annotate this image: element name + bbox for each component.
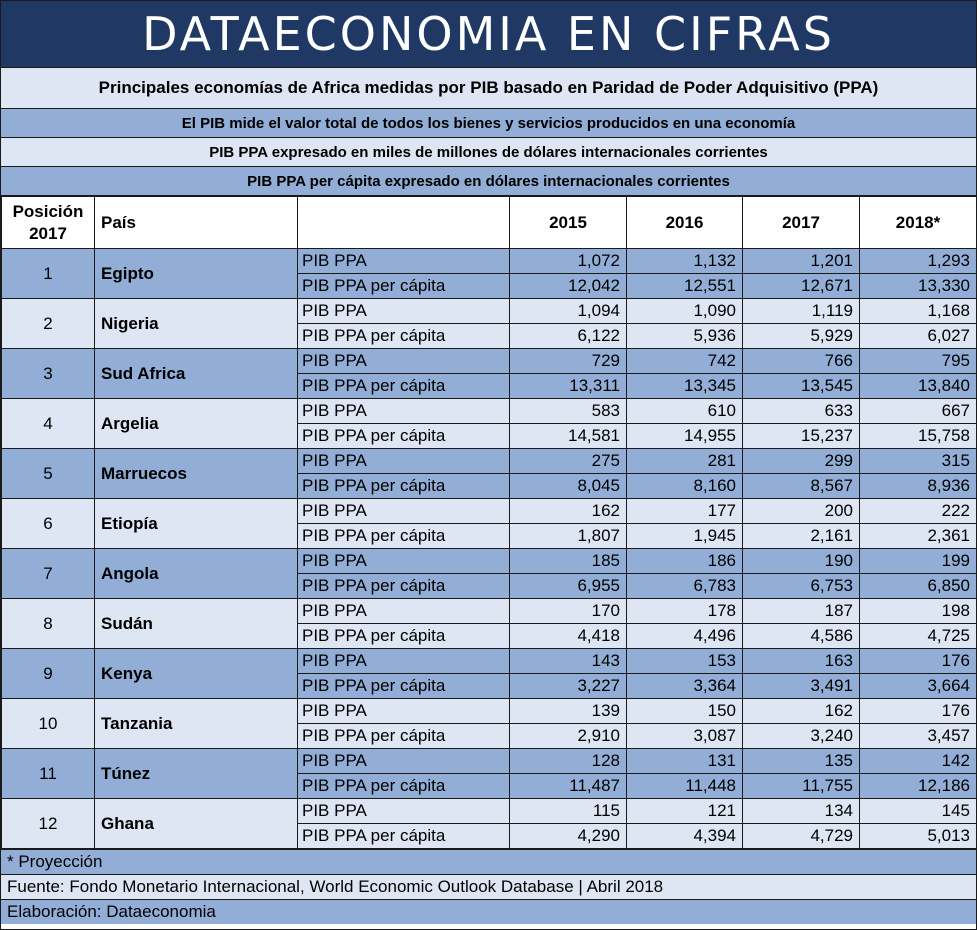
metric-label-cell: PIB PPA per cápita <box>298 474 510 499</box>
header-metric <box>298 197 510 249</box>
metric-label-cell: PIB PPA per cápita <box>298 524 510 549</box>
table-row <box>2 549 977 574</box>
country-cell: Sudán <box>95 599 298 649</box>
value-cell: 14,955 <box>627 424 743 449</box>
country-cell: Kenya <box>95 649 298 699</box>
value-cell: 8,045 <box>510 474 627 499</box>
value-cell: 15,237 <box>743 424 860 449</box>
value-cell: 4,496 <box>627 624 743 649</box>
value-cell: 2,361 <box>860 524 977 549</box>
value-cell: 315 <box>860 449 977 474</box>
value-cell: 667 <box>860 399 977 424</box>
value-cell: 6,753 <box>743 574 860 599</box>
value-cell: 1,132 <box>627 249 743 274</box>
value-cell: 131 <box>627 749 743 774</box>
position-cell: 10 <box>2 699 95 749</box>
position-cell: 2 <box>2 299 95 349</box>
source-note: Fuente: Fondo Monetario Internacional, World Economic Outlook Database | Abril 2018 <box>1 874 976 899</box>
value-cell: 150 <box>627 699 743 724</box>
value-cell: 3,457 <box>860 724 977 749</box>
value-cell: 6,783 <box>627 574 743 599</box>
value-cell: 1,072 <box>510 249 627 274</box>
country-cell: Marruecos <box>95 449 298 499</box>
value-cell: 1,293 <box>860 249 977 274</box>
metric-label-cell: PIB PPA <box>298 399 510 424</box>
table-row <box>2 349 977 374</box>
value-cell: 162 <box>510 499 627 524</box>
metric-label-cell: PIB PPA per cápita <box>298 324 510 349</box>
subtitle-units-per-capita: PIB PPA per cápita expresado en dólares internacionales corrientes <box>1 167 976 196</box>
position-cell: 12 <box>2 799 95 849</box>
value-cell: 4,290 <box>510 824 627 849</box>
table-row <box>2 249 977 274</box>
value-cell: 766 <box>743 349 860 374</box>
header-position-line1: Posición <box>12 201 84 221</box>
header-year: 2017 <box>743 197 860 249</box>
country-cell: Sud Africa <box>95 349 298 399</box>
value-cell: 3,364 <box>627 674 743 699</box>
value-cell: 6,850 <box>860 574 977 599</box>
table-row <box>2 699 977 724</box>
metric-label-cell: PIB PPA <box>298 799 510 824</box>
value-cell: 199 <box>860 549 977 574</box>
country-cell: Argelia <box>95 399 298 449</box>
value-cell: 299 <box>743 449 860 474</box>
value-cell: 633 <box>743 399 860 424</box>
value-cell: 5,929 <box>743 324 860 349</box>
country-cell: Angola <box>95 549 298 599</box>
value-cell: 8,567 <box>743 474 860 499</box>
value-cell: 12,551 <box>627 274 743 299</box>
position-cell: 7 <box>2 549 95 599</box>
metric-label-cell: PIB PPA per cápita <box>298 274 510 299</box>
country-cell: Nigeria <box>95 299 298 349</box>
header-position-line2: 2017 <box>29 223 67 243</box>
metric-label-cell: PIB PPA per cápita <box>298 674 510 699</box>
value-cell: 13,311 <box>510 374 627 399</box>
value-cell: 12,671 <box>743 274 860 299</box>
metric-label-cell: PIB PPA <box>298 549 510 574</box>
value-cell: 13,345 <box>627 374 743 399</box>
table-row <box>2 749 977 774</box>
table-row <box>2 599 977 624</box>
country-cell: Etiopía <box>95 499 298 549</box>
position-cell: 1 <box>2 249 95 299</box>
value-cell: 281 <box>627 449 743 474</box>
metric-label-cell: PIB PPA per cápita <box>298 574 510 599</box>
value-cell: 163 <box>743 649 860 674</box>
value-cell: 142 <box>860 749 977 774</box>
table-row <box>2 649 977 674</box>
subtitle-units-pib: PIB PPA expresado en miles de millones de dólares internacionales corrientes <box>1 138 976 167</box>
subtitle-definition: El PIB mide el valor total de todos los bienes y servicios producidos en una economía <box>1 109 976 138</box>
header-year: 2018* <box>860 197 977 249</box>
table-row <box>2 799 977 824</box>
value-cell: 187 <box>743 599 860 624</box>
value-cell: 178 <box>627 599 743 624</box>
country-cell: Túnez <box>95 749 298 799</box>
metric-label-cell: PIB PPA <box>298 649 510 674</box>
value-cell: 583 <box>510 399 627 424</box>
value-cell: 1,168 <box>860 299 977 324</box>
value-cell: 145 <box>860 799 977 824</box>
country-cell: Ghana <box>95 799 298 849</box>
position-cell: 8 <box>2 599 95 649</box>
value-cell: 6,027 <box>860 324 977 349</box>
header-year: 2015 <box>510 197 627 249</box>
metric-label-cell: PIB PPA per cápita <box>298 424 510 449</box>
value-cell: 1,945 <box>627 524 743 549</box>
value-cell: 3,227 <box>510 674 627 699</box>
metric-label-cell: PIB PPA <box>298 699 510 724</box>
value-cell: 162 <box>743 699 860 724</box>
value-cell: 11,755 <box>743 774 860 799</box>
value-cell: 3,087 <box>627 724 743 749</box>
value-cell: 176 <box>860 649 977 674</box>
value-cell: 795 <box>860 349 977 374</box>
table-row <box>2 449 977 474</box>
value-cell: 3,491 <box>743 674 860 699</box>
metric-label-cell: PIB PPA <box>298 249 510 274</box>
table-row <box>2 399 977 424</box>
value-cell: 6,122 <box>510 324 627 349</box>
table-row <box>2 499 977 524</box>
value-cell: 2,910 <box>510 724 627 749</box>
value-cell: 12,042 <box>510 274 627 299</box>
value-cell: 153 <box>627 649 743 674</box>
value-cell: 170 <box>510 599 627 624</box>
value-cell: 200 <box>743 499 860 524</box>
metric-label-cell: PIB PPA per cápita <box>298 624 510 649</box>
value-cell: 14,581 <box>510 424 627 449</box>
table-body <box>2 249 977 849</box>
value-cell: 4,418 <box>510 624 627 649</box>
value-cell: 4,725 <box>860 624 977 649</box>
header-position <box>2 197 95 249</box>
value-cell: 729 <box>510 349 627 374</box>
position-cell: 5 <box>2 449 95 499</box>
metric-label-cell: PIB PPA <box>298 349 510 374</box>
value-cell: 134 <box>743 799 860 824</box>
value-cell: 15,758 <box>860 424 977 449</box>
position-cell: 4 <box>2 399 95 449</box>
metric-label-cell: PIB PPA per cápita <box>298 724 510 749</box>
value-cell: 13,330 <box>860 274 977 299</box>
position-cell: 9 <box>2 649 95 699</box>
position-cell: 6 <box>2 499 95 549</box>
value-cell: 275 <box>510 449 627 474</box>
credit-note: Elaboración: Dataeconomia <box>1 899 976 924</box>
position-cell: 3 <box>2 349 95 399</box>
value-cell: 2,161 <box>743 524 860 549</box>
value-cell: 13,840 <box>860 374 977 399</box>
value-cell: 4,394 <box>627 824 743 849</box>
banner-title: DATAECONOMIA EN CIFRAS <box>1 1 976 68</box>
value-cell: 198 <box>860 599 977 624</box>
metric-label-cell: PIB PPA <box>298 449 510 474</box>
value-cell: 143 <box>510 649 627 674</box>
value-cell: 4,586 <box>743 624 860 649</box>
value-cell: 121 <box>627 799 743 824</box>
value-cell: 8,160 <box>627 474 743 499</box>
metric-label-cell: PIB PPA <box>298 599 510 624</box>
metric-label-cell: PIB PPA <box>298 499 510 524</box>
value-cell: 12,186 <box>860 774 977 799</box>
value-cell: 186 <box>627 549 743 574</box>
value-cell: 5,936 <box>627 324 743 349</box>
table-row <box>2 299 977 324</box>
value-cell: 1,090 <box>627 299 743 324</box>
value-cell: 3,240 <box>743 724 860 749</box>
footnote-projection: * Proyección <box>1 849 976 874</box>
value-cell: 4,729 <box>743 824 860 849</box>
value-cell: 1,119 <box>743 299 860 324</box>
metric-label-cell: PIB PPA <box>298 749 510 774</box>
value-cell: 11,448 <box>627 774 743 799</box>
value-cell: 742 <box>627 349 743 374</box>
gdp-table <box>1 196 977 849</box>
value-cell: 1,094 <box>510 299 627 324</box>
metric-label-cell: PIB PPA <box>298 299 510 324</box>
value-cell: 177 <box>627 499 743 524</box>
value-cell: 128 <box>510 749 627 774</box>
value-cell: 139 <box>510 699 627 724</box>
value-cell: 190 <box>743 549 860 574</box>
value-cell: 222 <box>860 499 977 524</box>
country-cell: Egipto <box>95 249 298 299</box>
header-year: 2016 <box>627 197 743 249</box>
value-cell: 1,201 <box>743 249 860 274</box>
table-title: Principales economías de Africa medidas por PIB basado en Paridad de Poder Adquisitivo (PPA) <box>1 68 976 109</box>
value-cell: 176 <box>860 699 977 724</box>
value-cell: 3,664 <box>860 674 977 699</box>
value-cell: 610 <box>627 399 743 424</box>
position-cell: 11 <box>2 749 95 799</box>
metric-label-cell: PIB PPA per cápita <box>298 774 510 799</box>
value-cell: 135 <box>743 749 860 774</box>
value-cell: 8,936 <box>860 474 977 499</box>
value-cell: 115 <box>510 799 627 824</box>
header-country: País <box>95 197 298 249</box>
metric-label-cell: PIB PPA per cápita <box>298 374 510 399</box>
value-cell: 1,807 <box>510 524 627 549</box>
value-cell: 6,955 <box>510 574 627 599</box>
header-row <box>2 197 977 249</box>
metric-label-cell: PIB PPA per cápita <box>298 824 510 849</box>
country-cell: Tanzania <box>95 699 298 749</box>
value-cell: 13,545 <box>743 374 860 399</box>
value-cell: 11,487 <box>510 774 627 799</box>
value-cell: 5,013 <box>860 824 977 849</box>
value-cell: 185 <box>510 549 627 574</box>
